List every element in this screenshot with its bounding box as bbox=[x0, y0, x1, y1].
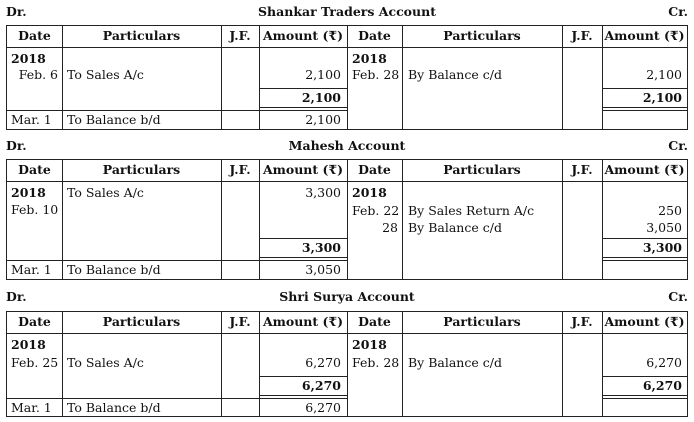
account-title: Shri Surya Account bbox=[279, 289, 415, 304]
cr-label: Cr. bbox=[668, 4, 688, 19]
credit-particulars: By Balance c/d bbox=[408, 67, 502, 82]
header-amount-cr: Amount (₹) bbox=[604, 28, 685, 43]
header-particulars-cr: Particulars bbox=[443, 162, 521, 177]
header-jf-dr: J.F. bbox=[229, 162, 251, 177]
header-jf-cr: J.F. bbox=[571, 28, 593, 43]
balance-date: Mar. 1 bbox=[11, 262, 52, 277]
header-jf-cr: J.F. bbox=[571, 314, 593, 329]
debit-year: 2018 bbox=[11, 337, 46, 352]
debit-date: Feb. 10 bbox=[11, 202, 59, 217]
balance-particulars: To Balance b/d bbox=[67, 262, 161, 277]
debit-amount: 3,300 bbox=[305, 185, 341, 200]
header-date-cr: Date bbox=[358, 314, 391, 329]
credit-date: Feb. 22 bbox=[352, 203, 400, 218]
header-jf-dr: J.F. bbox=[229, 314, 251, 329]
cr-label: Cr. bbox=[668, 138, 688, 153]
ledger-table bbox=[6, 25, 688, 130]
credit-date: Feb. 28 bbox=[352, 355, 400, 370]
header-amount-dr: Amount (₹) bbox=[262, 162, 344, 177]
debit-date: Feb. 6 bbox=[18, 67, 58, 82]
header-amount-cr: Amount (₹) bbox=[604, 314, 685, 329]
header-particulars-dr: Particulars bbox=[102, 28, 181, 43]
balance-amount: 2,100 bbox=[305, 112, 341, 127]
dr-label: Dr. bbox=[6, 289, 27, 304]
balance-date: Mar. 1 bbox=[11, 400, 52, 415]
header-amount-dr: Amount (₹) bbox=[262, 314, 344, 329]
header-particulars-dr: Particulars bbox=[102, 162, 181, 177]
debit-year: 2018 bbox=[11, 185, 46, 200]
credit-total: 6,270 bbox=[642, 378, 682, 393]
cr-label: Cr. bbox=[668, 289, 688, 304]
debit-particulars: To Sales A/c bbox=[67, 67, 144, 82]
header-particulars-dr: Particulars bbox=[102, 314, 181, 329]
ledger-table bbox=[6, 311, 688, 417]
balance-amount: 3,050 bbox=[305, 262, 341, 277]
dr-label: Dr. bbox=[6, 4, 27, 19]
debit-date: Feb. 25 bbox=[11, 355, 59, 370]
debit-particulars: To Sales A/c bbox=[67, 355, 144, 370]
dr-label: Dr. bbox=[6, 138, 27, 153]
balance-particulars: To Balance b/d bbox=[67, 112, 161, 127]
credit-year: 2018 bbox=[352, 337, 387, 352]
balance-amount: 6,270 bbox=[305, 400, 341, 415]
mahesh-account bbox=[6, 136, 688, 277]
account-title: Shankar Traders Account bbox=[258, 4, 436, 19]
header-date-dr: Date bbox=[18, 28, 51, 43]
shri-surya-account bbox=[6, 287, 688, 415]
ledger-table bbox=[6, 159, 688, 280]
header-date-cr: Date bbox=[358, 28, 391, 43]
header-date-dr: Date bbox=[18, 314, 51, 329]
credit-particulars: By Sales Return A/c bbox=[408, 203, 535, 218]
header-jf-dr: J.F. bbox=[229, 28, 251, 43]
header-particulars-cr: Particulars bbox=[443, 28, 521, 43]
header-amount-dr: Amount (₹) bbox=[262, 28, 344, 43]
balance-particulars: To Balance b/d bbox=[67, 400, 161, 415]
debit-amount: 2,100 bbox=[305, 67, 341, 82]
header-date-cr: Date bbox=[358, 162, 391, 177]
credit-amount: 2,100 bbox=[646, 67, 682, 82]
credit-particulars: By Balance c/d bbox=[408, 355, 502, 370]
credit-amount: 250 bbox=[658, 203, 682, 218]
header-date-dr: Date bbox=[18, 162, 51, 177]
credit-particulars-2: By Balance c/d bbox=[408, 220, 502, 235]
credit-amount-2: 3,050 bbox=[646, 220, 682, 235]
credit-date: Feb. 28 bbox=[352, 67, 400, 82]
credit-year: 2018 bbox=[352, 185, 387, 200]
credit-date-2: 28 bbox=[382, 220, 398, 235]
debit-total: 3,300 bbox=[301, 240, 341, 255]
shankar-traders-account bbox=[6, 2, 688, 127]
account-title: Mahesh Account bbox=[288, 138, 406, 153]
debit-total: 6,270 bbox=[301, 378, 341, 393]
header-amount-cr: Amount (₹) bbox=[604, 162, 685, 177]
credit-year: 2018 bbox=[352, 51, 387, 66]
header-particulars-cr: Particulars bbox=[443, 314, 521, 329]
debit-year: 2018 bbox=[11, 51, 46, 66]
debit-particulars: To Sales A/c bbox=[67, 185, 144, 200]
debit-total: 2,100 bbox=[301, 90, 341, 105]
header-jf-cr: J.F. bbox=[571, 162, 593, 177]
credit-total: 2,100 bbox=[642, 90, 682, 105]
balance-date: Mar. 1 bbox=[11, 112, 52, 127]
credit-total: 3,300 bbox=[642, 240, 682, 255]
debit-amount: 6,270 bbox=[305, 355, 341, 370]
credit-amount: 6,270 bbox=[646, 355, 682, 370]
